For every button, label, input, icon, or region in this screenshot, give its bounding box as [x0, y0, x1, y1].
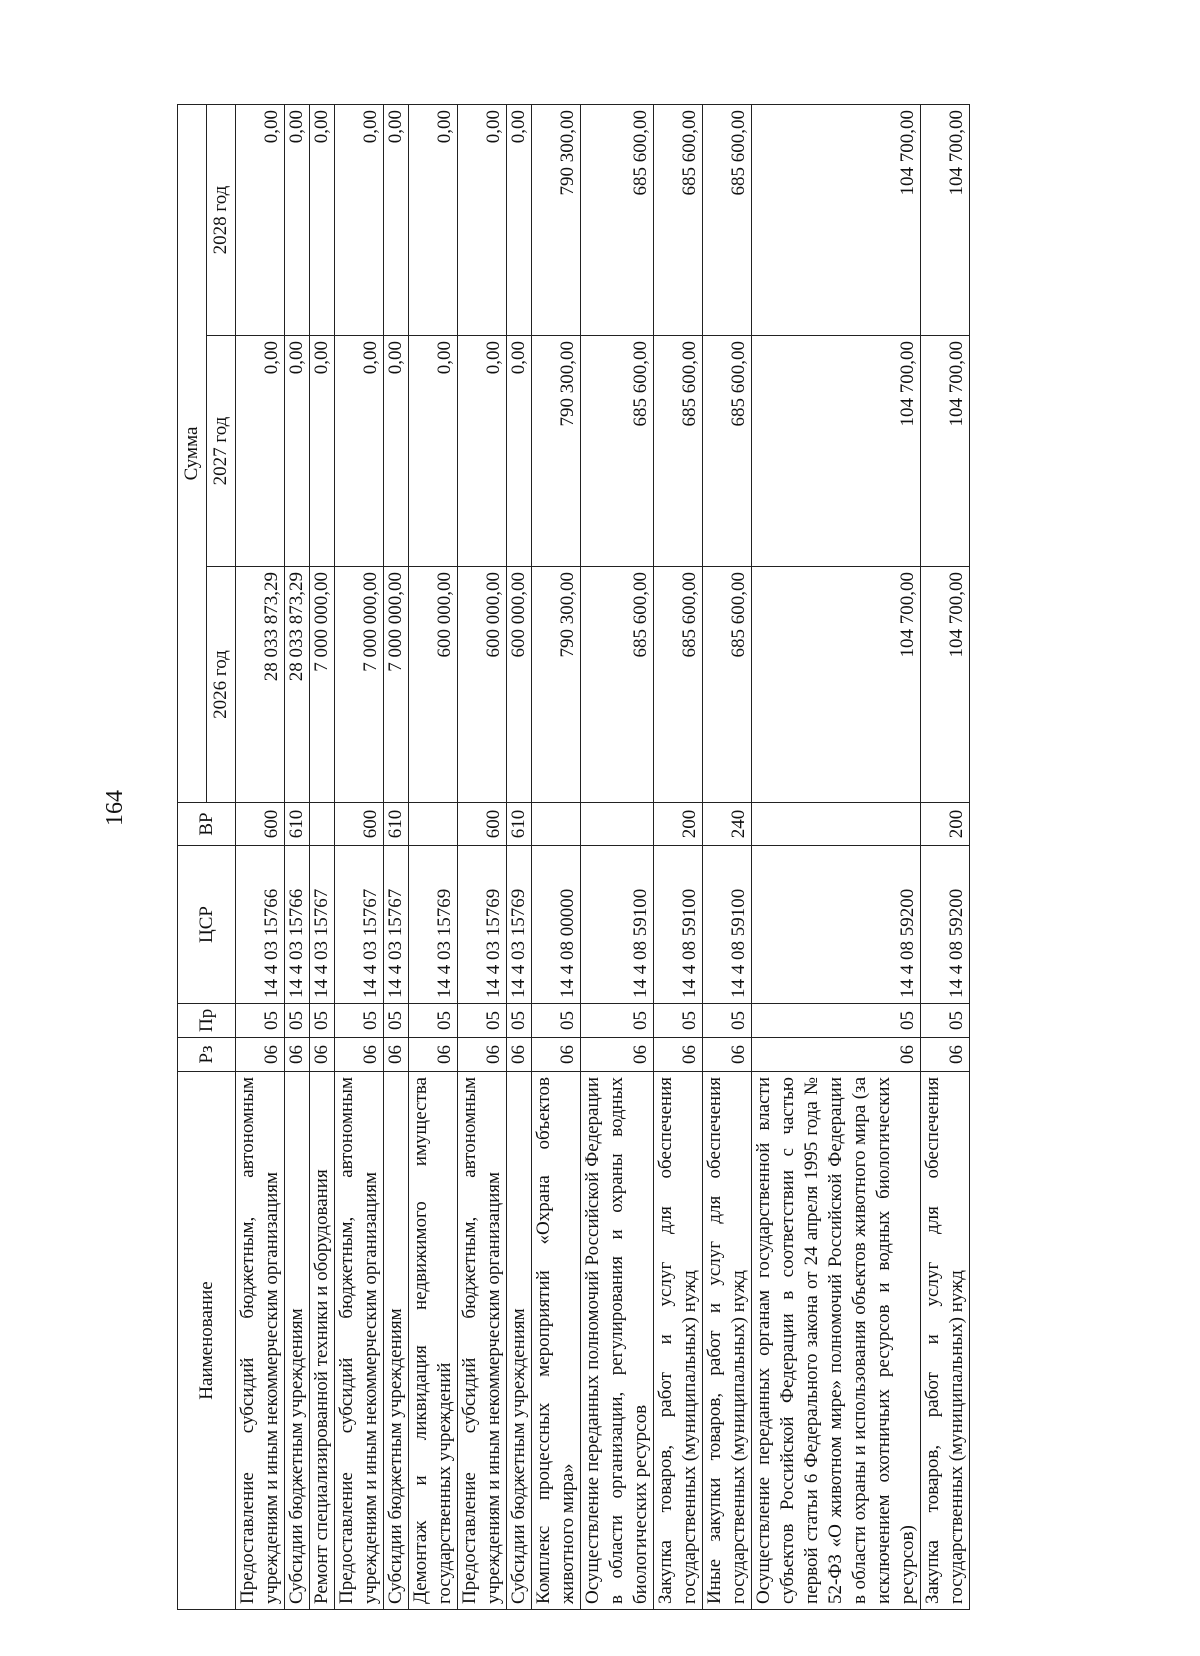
row-pr: 05 [335, 1004, 384, 1038]
table-row [654, 104, 703, 1609]
table-body [236, 104, 970, 1609]
row-2028: 0,00 [384, 104, 409, 335]
row-vr: 610 [507, 803, 532, 846]
row-rz: 06 [285, 1038, 310, 1072]
row-name: Иные закупки товаров, работ и услуг для обеспечения государственных (муниципальных) нужд [703, 1072, 752, 1610]
row-name: Демонтаж и ликвидация недвижимого имущества государственных учреждений [409, 1072, 458, 1610]
row-2026: 790 300,00 [532, 567, 581, 803]
row-2027: 685 600,00 [703, 336, 752, 567]
row-csr: 14 4 08 59200 [921, 846, 970, 1004]
row-rz: 06 [507, 1038, 532, 1072]
row-vr [310, 803, 335, 846]
row-rz: 06 [384, 1038, 409, 1072]
row-csr: 14 4 03 15767 [384, 846, 409, 1004]
row-vr: 600 [236, 803, 285, 846]
row-rz: 06 [532, 1038, 581, 1072]
row-rz: 06 [236, 1038, 285, 1072]
row-vr [581, 803, 654, 846]
row-2027: 0,00 [335, 336, 384, 567]
row-2027: 104 700,00 [921, 336, 970, 567]
row-2026: 104 700,00 [752, 567, 921, 803]
header-2028: 2028 год [207, 104, 236, 335]
row-2028: 0,00 [409, 104, 458, 335]
table-row [752, 104, 921, 1609]
row-2027: 0,00 [384, 336, 409, 567]
table-row [921, 104, 970, 1609]
row-2028: 685 600,00 [654, 104, 703, 335]
table-row [384, 104, 409, 1609]
row-csr: 14 4 03 15767 [310, 846, 335, 1004]
row-2028: 0,00 [335, 104, 384, 335]
row-pr: 05 [236, 1004, 285, 1038]
row-2026: 104 700,00 [921, 567, 970, 803]
row-rz: 06 [581, 1038, 654, 1072]
header-2026: 2026 год [207, 567, 236, 803]
header-sum: Сумма [178, 104, 207, 802]
row-2028: 685 600,00 [703, 104, 752, 335]
row-csr: 14 4 03 15769 [507, 846, 532, 1004]
row-name: Субсидии бюджетным учреждениям [507, 1072, 532, 1610]
row-pr: 05 [921, 1004, 970, 1038]
row-vr: 600 [335, 803, 384, 846]
row-rz: 06 [654, 1038, 703, 1072]
table-row [703, 104, 752, 1609]
row-name: Ремонт специализированной техники и оборудования [310, 1072, 335, 1610]
row-2028: 0,00 [458, 104, 507, 335]
header-vr: ВР [178, 803, 236, 846]
row-2026: 7 000 000,00 [310, 567, 335, 803]
row-pr: 05 [703, 1004, 752, 1038]
row-name: Осуществление переданных органам государственной власти субъектов Российской Федерации в соответствии с частью первой статьи 6 Федерального закона от 24 апреля 1995 года № 52-ФЗ «О животном мире» полномочий Российской Федерации в области охраны и использования объектов животного мира (за исключением охотничьих ресурсов и водных биологических ресурсов) [752, 1072, 921, 1610]
row-name: Субсидии бюджетным учреждениям [285, 1072, 310, 1610]
row-csr: 14 4 08 59100 [654, 846, 703, 1004]
row-csr: 14 4 08 59100 [581, 846, 654, 1004]
row-2027: 790 300,00 [532, 336, 581, 567]
row-pr: 05 [458, 1004, 507, 1038]
row-rz: 06 [458, 1038, 507, 1072]
row-2027: 685 600,00 [581, 336, 654, 567]
row-2027: 0,00 [507, 336, 532, 567]
row-vr: 610 [285, 803, 310, 846]
budget-table-rotated [177, 105, 1027, 1610]
row-vr [532, 803, 581, 846]
table-row [507, 104, 532, 1609]
row-2026: 685 600,00 [703, 567, 752, 803]
table-row [409, 104, 458, 1609]
row-2026: 685 600,00 [581, 567, 654, 803]
row-2027: 0,00 [458, 336, 507, 567]
row-2028: 0,00 [285, 104, 310, 335]
row-2026: 7 000 000,00 [335, 567, 384, 803]
row-vr: 200 [921, 803, 970, 846]
row-2028: 790 300,00 [532, 104, 581, 335]
page-number: 164 [102, 790, 128, 826]
row-2028: 0,00 [310, 104, 335, 335]
row-name: Осуществление переданных полномочий Российской Федерации в области организации, регулирования и охраны водных биологических ресурсов [581, 1072, 654, 1610]
row-csr: 14 4 03 15766 [236, 846, 285, 1004]
header-rz: Рз [178, 1038, 236, 1072]
row-pr: 05 [285, 1004, 310, 1038]
row-name: Субсидии бюджетным учреждениям [384, 1072, 409, 1610]
row-pr: 05 [507, 1004, 532, 1038]
table-row [236, 104, 285, 1609]
row-2027: 685 600,00 [654, 336, 703, 567]
row-name: Закупка товаров, работ и услуг для обеспечения государственных (муниципальных) нужд [921, 1072, 970, 1610]
row-2028: 0,00 [507, 104, 532, 335]
table-row [532, 104, 581, 1609]
row-pr: 05 [532, 1004, 581, 1038]
row-name: Закупка товаров, работ и услуг для обеспечения государственных (муниципальных) нужд [654, 1072, 703, 1610]
row-pr: 05 [310, 1004, 335, 1038]
header-2027: 2027 год [207, 336, 236, 567]
row-csr: 14 4 03 15767 [335, 846, 384, 1004]
row-2027: 0,00 [409, 336, 458, 567]
row-name: Комплекс процессных мероприятий «Охрана объектов животного мира» [532, 1072, 581, 1610]
row-rz: 06 [921, 1038, 970, 1072]
row-csr: 14 4 08 59100 [703, 846, 752, 1004]
row-2027: 0,00 [285, 336, 310, 567]
row-csr: 14 4 08 00000 [532, 846, 581, 1004]
table-row [458, 104, 507, 1609]
row-2028: 0,00 [236, 104, 285, 335]
row-csr: 14 4 03 15769 [409, 846, 458, 1004]
row-2026: 28 033 873,29 [236, 567, 285, 803]
row-csr: 14 4 03 15766 [285, 846, 310, 1004]
row-rz: 06 [310, 1038, 335, 1072]
row-2028: 104 700,00 [752, 104, 921, 335]
row-pr: 05 [654, 1004, 703, 1038]
row-2026: 7 000 000,00 [384, 567, 409, 803]
row-csr: 14 4 03 15769 [458, 846, 507, 1004]
row-rz: 06 [409, 1038, 458, 1072]
row-name: Предоставление субсидий бюджетным, автономным учреждениям и иным некоммерческим организациям [335, 1072, 384, 1610]
row-name: Предоставление субсидий бюджетным, автономным учреждениям и иным некоммерческим организациям [458, 1072, 507, 1610]
row-vr: 600 [458, 803, 507, 846]
table-row [335, 104, 384, 1609]
row-vr [752, 803, 921, 846]
row-pr: 05 [409, 1004, 458, 1038]
row-vr: 610 [384, 803, 409, 846]
row-2028: 685 600,00 [581, 104, 654, 335]
row-csr: 14 4 08 59200 [752, 846, 921, 1004]
row-2027: 0,00 [236, 336, 285, 567]
row-2026: 600 000,00 [507, 567, 532, 803]
row-2028: 104 700,00 [921, 104, 970, 335]
table-row [310, 104, 335, 1609]
row-name: Предоставление субсидий бюджетным, автономным учреждениям и иным некоммерческим организациям [236, 1072, 285, 1610]
budget-table [177, 104, 970, 1610]
row-2026: 28 033 873,29 [285, 567, 310, 803]
row-rz: 06 [703, 1038, 752, 1072]
header-name: Наименование [178, 1072, 236, 1610]
header-pr: Пр [178, 1004, 236, 1038]
row-2026: 600 000,00 [458, 567, 507, 803]
row-pr: 05 [581, 1004, 654, 1038]
row-vr: 200 [654, 803, 703, 846]
row-2026: 685 600,00 [654, 567, 703, 803]
row-pr: 05 [384, 1004, 409, 1038]
row-vr [409, 803, 458, 846]
row-2027: 0,00 [310, 336, 335, 567]
header-csr: ЦСР [178, 846, 236, 1004]
row-rz: 06 [752, 1038, 921, 1072]
row-rz: 06 [335, 1038, 384, 1072]
row-pr: 05 [752, 1004, 921, 1038]
table-row [581, 104, 654, 1609]
row-vr: 240 [703, 803, 752, 846]
row-2026: 600 000,00 [409, 567, 458, 803]
row-2027: 104 700,00 [752, 336, 921, 567]
table-row [285, 104, 310, 1609]
